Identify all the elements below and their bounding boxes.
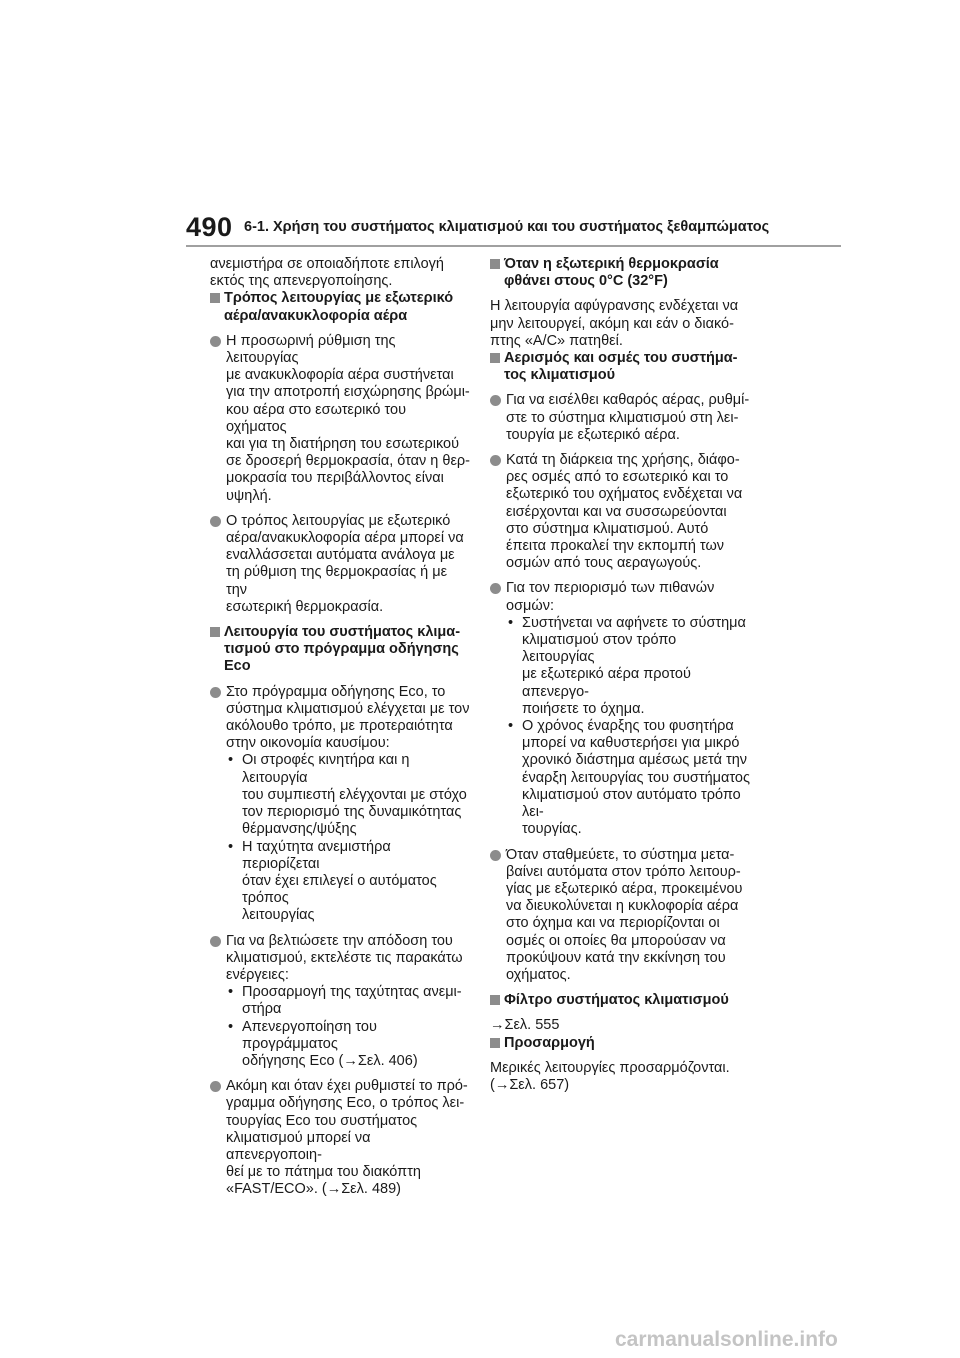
- bullet-text: Για να εισέλθει καθαρός αέρας, ρυθμί- στε το σύστημα κλιματισμού στη λει- τουργία με εξωτερικό αέρα.: [506, 392, 750, 443]
- heading-ventilation-odors: [490, 350, 750, 384]
- circle-bullet-icon: [210, 1081, 221, 1092]
- heading-customization: [490, 1035, 750, 1052]
- sub-item: [226, 752, 470, 838]
- sub-item: [226, 984, 470, 1018]
- bullet-item: [490, 847, 750, 985]
- sub-item-text: Συστήνεται να αφήνετε το σύστημα κλιματισμού στον τρόπο λειτουργίας με εξωτερικό αέρα προτού απενεργο- ποιήσετε το όχημα.: [522, 614, 746, 717]
- header-divider: [186, 245, 841, 247]
- sub-item: [226, 1019, 470, 1071]
- sub-bullet-icon: •: [228, 1018, 234, 1035]
- square-marker-icon: [490, 353, 500, 363]
- bullet-item: [490, 392, 750, 444]
- circle-bullet-icon: [490, 850, 501, 861]
- sub-bullet-icon: •: [228, 838, 234, 855]
- sub-item-text: Οι στροφές κινητήρα και η λειτουργία του συμπιεστή ελέγχονται με στόχο τον περιορισμό της δυναμικότητας θέρμανσης/ψύξης: [242, 752, 467, 838]
- bullet-text: Για να βελτιώσετε την απόδοση του κλιματισμού, εκτελέστε τις παρακάτω ενέργειες:: [226, 932, 463, 983]
- intro-paragraph: ανεμιστήρα σε οποιαδήποτε επιλογή εκτός της απενεργοποίησης.: [210, 256, 444, 290]
- bullet-text: Στο πρόγραμμα οδήγησης Eco, το σύστημα κλιματισμού ελέγχεται με τον ακόλουθο τρόπο, με προτεραιότητα στην οικονομία καυσίμου:: [226, 683, 470, 752]
- watermark-text: carmanualsonline.info: [615, 1328, 838, 1351]
- heading-text: Προσαρμογή: [504, 1034, 595, 1051]
- heading-text: Φίλτρο συστήματος κλιματισμού: [504, 992, 729, 1009]
- paragraph: Μερικές λειτουργίες προσαρμόζονται. (→Σελ. 657): [490, 1059, 730, 1093]
- left-column: [210, 256, 470, 1207]
- square-marker-icon: [210, 293, 220, 303]
- heading-text: Όταν η εξωτερική θερμοκρασία φθάνει στους 0°C (32°F): [504, 256, 719, 290]
- sub-bullet-icon: •: [508, 614, 514, 631]
- bullet-item: [210, 1078, 470, 1198]
- bullet-item: [490, 580, 750, 838]
- heading-text: Αερισμός και οσμές του συστήμα- τος κλιματισμού: [504, 350, 738, 384]
- bullet-item: [210, 684, 470, 925]
- right-column: [490, 256, 750, 1094]
- circle-bullet-icon: [490, 395, 501, 406]
- circle-bullet-icon: [490, 455, 501, 466]
- square-marker-icon: [210, 627, 220, 637]
- heading-eco-mode: [210, 624, 470, 676]
- bullet-text: Για τον περιορισμό των πιθανών οσμών:: [506, 580, 715, 614]
- sub-item-text: Η ταχύτητα ανεμιστήρα περιορίζεται όταν έχει επιλεγεί ο αυτόματος τρόπος λειτουργίας: [242, 838, 437, 924]
- bullet-text: Όταν σταθμεύετε, το σύστημα μετα- βαίνει αυτόματα στον τρόπο λειτουρ- γίας με εξωτερικό αέρα, προκειμένου να διευκολύνεται η κυκλοφορία αέρα στο όχημα και να περιορίζονται οι οσμές οι οποίες θα μπορούσαν να προκύψουν κατά την εκκίνηση του οχήματος.: [506, 846, 743, 983]
- bullet-text: Ακόμη και όταν έχει ρυθμιστεί το πρό- γραμμα οδήγησης Eco, ο τρόπος λει- τουργίας Eco του συστήματος κλιματισμού μπορεί να απενεργοποιη- θεί με το πάτημα του διακόπτη «FAST/ECO». (→Σελ. 489): [226, 1078, 468, 1198]
- heading-text: Λειτουργία του συστήματος κλιμα- τισμού στο πρόγραμμα οδήγησης Eco: [224, 624, 461, 675]
- page-reference-link[interactable]: →Σελ. 555: [490, 1017, 560, 1034]
- bullet-text: Κατά τη διάρκεια της χρήσης, διάφο- ρες οσμές από το εσωτερικό και το εξωτερικό του οχήματος ενδέχεται να εισέρχονται και να συσσωρεύονται στο σύστημα κλιματισμού. Αυτό έπειτα προκαλεί την εκπομπή των οσμών από τους αεραγωγούς.: [506, 452, 743, 572]
- page-header: [0, 0, 960, 272]
- square-marker-icon: [490, 259, 500, 269]
- heading-air-filter: [490, 992, 750, 1009]
- bullet-item: [210, 513, 470, 616]
- sub-item-text: Ο χρόνος έναρξης του φυσητήρα μπορεί να καθυστερήσει για μικρό χρονικό διάστημα αμέσως μετά την έναρξη λειτουργίας του συστήματος κλιματισμού στον αυτόματο τρόπο λει- τουργίας.: [522, 718, 750, 838]
- bullet-item: [210, 333, 470, 505]
- sub-item-text: Απενεργοποίηση του προγράμματος οδήγησης Eco (→Σελ. 406): [242, 1018, 418, 1069]
- sub-bullet-icon: •: [508, 718, 514, 735]
- circle-bullet-icon: [210, 936, 221, 947]
- bullet-item: [210, 933, 470, 1071]
- heading-text: Τρόπος λειτουργίας με εξωτερικό αέρα/ανακυκλοφορία αέρα: [224, 290, 454, 324]
- bullet-text: Ο τρόπος λειτουργίας με εξωτερικό αέρα/ανακυκλοφορία αέρα μπορεί να εναλλάσσεται αυτόματα ανάλογα με τη ρύθμιση της θερμοκρασίας ή με την εσωτερική θερμοκρασία.: [226, 512, 464, 615]
- paragraph: Η λειτουργία αφύγρανσης ενδέχεται να μην λειτουργεί, ακόμη και εάν ο διακό- πτης «A/C» πατηθεί.: [490, 298, 739, 349]
- page-number: 490: [186, 212, 233, 242]
- sub-bullet-icon: •: [228, 984, 234, 1001]
- sub-item: [226, 839, 470, 925]
- section-title: 6-1. Χρήση του συστήματος κλιματισμού και του συστήματος ξεθαμπώματος: [244, 219, 770, 235]
- bullet-text: Η προσωρινή ρύθμιση της λειτουργίας με ανακυκλοφορία αέρα συστήνεται για την αποτροπή εισχώρησης βρώμι- κου αέρα στο εσωτερικό του οχήματος και για τη διατήρηση του εσωτερικού σε δροσερή θερμοκρασία, όταν η θερ- μοκρασία του περιβάλλοντος είναι υψηλή.: [226, 332, 471, 504]
- circle-bullet-icon: [490, 583, 501, 594]
- sub-bullet-icon: •: [228, 752, 234, 769]
- square-marker-icon: [490, 1038, 500, 1048]
- bullet-item: [490, 452, 750, 572]
- heading-outside-air-recirculation: [210, 290, 470, 324]
- heading-outside-temperature: [490, 256, 750, 290]
- circle-bullet-icon: [210, 516, 221, 527]
- square-marker-icon: [490, 995, 500, 1005]
- circle-bullet-icon: [210, 687, 221, 698]
- circle-bullet-icon: [210, 336, 221, 347]
- sub-item: [506, 718, 750, 838]
- sub-item-text: Προσαρμογή της ταχύτητας ανεμι- στήρα: [242, 984, 462, 1018]
- sub-item: [506, 615, 750, 718]
